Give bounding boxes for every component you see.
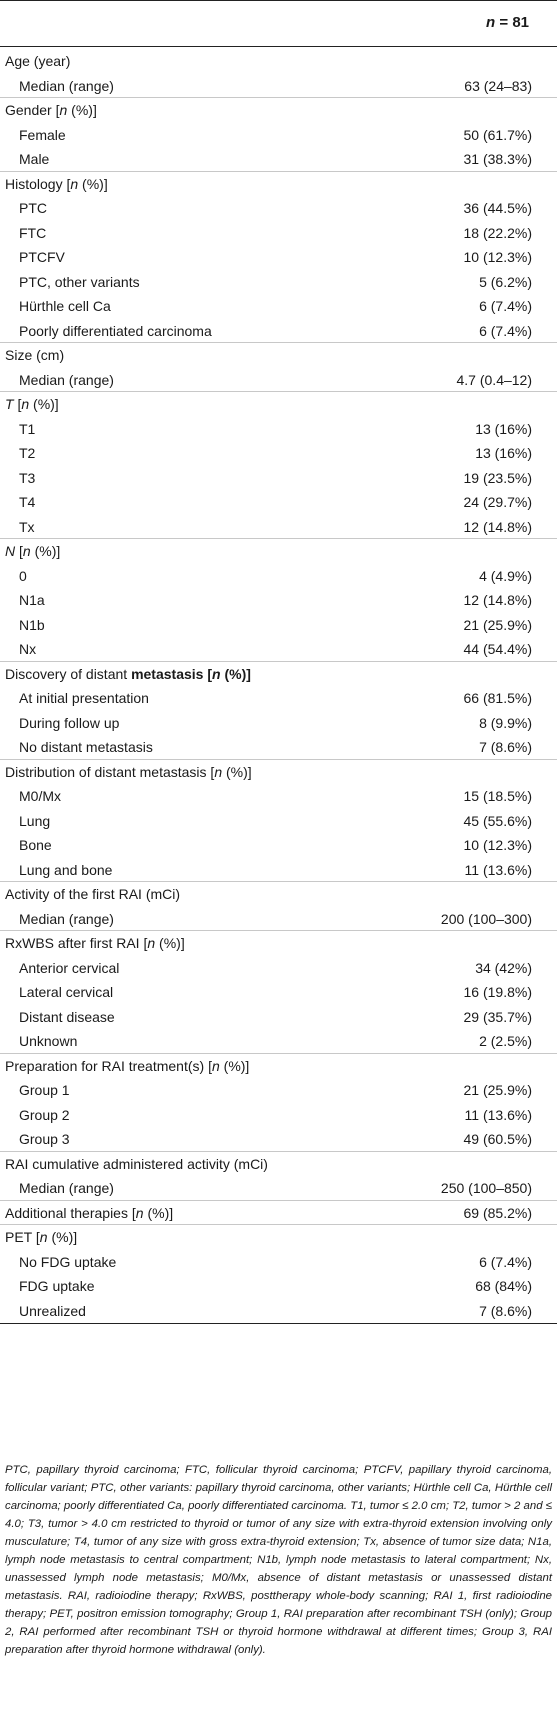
row-label: 0: [19, 567, 27, 584]
table-row: [0, 146, 557, 172]
column-header-n: n = 81: [486, 14, 529, 31]
table-row: [0, 465, 557, 490]
table-row: [0, 1028, 557, 1054]
table-row: [0, 1200, 557, 1226]
row-label: Lung: [19, 812, 51, 829]
table-row: [0, 1102, 557, 1127]
row-label: No FDG uptake: [19, 1253, 117, 1270]
row-value: 7 (8.6%): [479, 739, 532, 755]
row-label: PTCFV: [19, 249, 65, 265]
table-row: [0, 48, 557, 73]
row-label: FDG uptake: [19, 1278, 95, 1294]
row-value: 50 (61.7%): [463, 126, 532, 143]
table-row: [0, 1175, 557, 1201]
table-row: [0, 563, 557, 588]
table-row: [0, 783, 557, 808]
table-row: [0, 857, 557, 883]
row-value: 2 (2.5%): [479, 1033, 532, 1049]
row-label: Preparation for RAI treatment(s) [n (%)]: [5, 1057, 250, 1074]
table-row: [0, 416, 557, 441]
row-label: N1a: [19, 592, 45, 608]
row-label: Poorly differentiated carcinoma: [19, 322, 212, 339]
table-row: [0, 636, 557, 662]
row-label: T3: [19, 469, 36, 486]
row-value: 12 (14.8%): [463, 592, 532, 608]
row-value: 6 (7.4%): [479, 1253, 532, 1270]
row-label: Distant disease: [19, 1008, 115, 1025]
row-value: 5 (6.2%): [479, 273, 532, 290]
row-label: N1b: [19, 616, 45, 633]
table-row: [0, 342, 557, 367]
row-label: Median (range): [19, 371, 114, 388]
row-label: Bone: [19, 837, 52, 853]
table-row: [0, 318, 557, 344]
row-label: Gender [n (%)]: [5, 102, 97, 118]
row-label: FTC: [19, 224, 47, 241]
table-row: [0, 587, 557, 612]
row-label: Median (range): [19, 77, 114, 94]
row-value: 21 (25.9%): [463, 1082, 532, 1098]
row-value: 15 (18.5%): [463, 788, 532, 804]
row-value: 69 (85.2%): [463, 1204, 532, 1221]
row-label: Unrealized: [19, 1302, 86, 1319]
table-row: [0, 171, 557, 196]
row-value: 45 (55.6%): [463, 812, 532, 829]
table-row: [0, 122, 557, 147]
row-label: M0/Mx: [19, 788, 61, 804]
table-row: [0, 930, 557, 955]
table-row: [0, 955, 557, 980]
table-row: [0, 440, 557, 465]
row-value: 21 (25.9%): [463, 616, 532, 633]
row-value: 18 (22.2%): [463, 224, 532, 241]
table-row: [0, 1126, 557, 1152]
row-label: T1: [19, 420, 36, 437]
row-value: 6 (7.4%): [479, 298, 532, 314]
row-label: Lung and bone: [19, 861, 113, 878]
row-label: Group 1: [19, 1082, 70, 1098]
row-label: No distant metastasis: [19, 739, 153, 755]
table-top-rule: [0, 0, 557, 1]
row-label: T [n (%)]: [5, 396, 59, 412]
table-row: [0, 220, 557, 245]
table-row: [0, 906, 557, 932]
table-row: [0, 269, 557, 294]
row-value: 250 (100–850): [440, 1180, 532, 1196]
row-value: 34 (42%): [475, 959, 532, 976]
table-row: [0, 1053, 557, 1078]
row-label: N [n (%)]: [5, 543, 61, 559]
table-row: [0, 367, 557, 393]
row-label: Histology [n (%)]: [5, 175, 108, 192]
table-row: [0, 1004, 557, 1029]
header-rule: [0, 46, 557, 47]
table-row: [0, 808, 557, 833]
row-label: PTC: [19, 200, 47, 216]
row-value: 11 (13.6%): [464, 1106, 532, 1123]
row-label: Discovery of distant metastasis [n (%)]: [5, 665, 251, 682]
table-bottom-rule: [0, 1323, 557, 1324]
table-row: [0, 244, 557, 269]
row-label: Age (year): [5, 53, 71, 69]
row-value: 31 (38.3%): [463, 151, 532, 167]
table-row: [0, 1077, 557, 1102]
row-label: Median (range): [19, 1180, 114, 1196]
table-row: [0, 538, 557, 563]
row-label: Additional therapies [n (%)]: [5, 1204, 174, 1221]
table-row: [0, 759, 557, 784]
table-row: [0, 979, 557, 1004]
table-row: [0, 1273, 557, 1298]
row-value: 200 (100–300): [440, 910, 532, 927]
table-row: [0, 489, 557, 514]
row-label: Hürthle cell Ca: [19, 298, 111, 314]
row-label: T2: [19, 445, 36, 461]
table-row: [0, 1298, 557, 1323]
table-row: [0, 612, 557, 637]
table-row: [0, 734, 557, 760]
row-value: 44 (54.4%): [463, 641, 532, 657]
row-label: Group 3: [19, 1131, 70, 1147]
row-value: 4 (4.9%): [479, 567, 532, 584]
row-label: T4: [19, 494, 36, 510]
row-value: 29 (35.7%): [463, 1008, 532, 1025]
row-label: During follow up: [19, 714, 120, 731]
row-label: PTC, other variants: [19, 273, 140, 290]
row-label: Male: [19, 151, 50, 167]
row-label: Lateral cervical: [19, 984, 114, 1000]
table-row: [0, 832, 557, 857]
row-label: Female: [19, 126, 66, 143]
row-value: 7 (8.6%): [479, 1302, 532, 1319]
row-value: 13 (16%): [475, 420, 532, 437]
row-value: 63 (24–83): [464, 77, 532, 94]
row-value: 36 (44.5%): [463, 200, 532, 216]
row-value: 11 (13.6%): [464, 861, 532, 878]
row-value: 10 (12.3%): [463, 837, 532, 853]
table-footnote: PTC, papillary thyroid carcinoma; FTC, follicular thyroid carcinoma; PTCFV, papillary thyroid carcinoma, follicular variant; PTC, other variants: papillary thyroid carcinoma, other variants; Hürthle cell Ca, Hürthle cell carcinoma; poorly differentiated Ca, poorly differentiated carcinoma. T1, tumor ≤ 2.0 cm; T2, tumor > 2 and ≤ 4.0; T3, tumor > 4.0 cm restricted to thyroid or tumor of any size with extra-thyroid extension involving only musculature; T4, tumor of any size with gross extra-thyroid extension; Tx, absence of tumor size data; N1a, lymph node metastasis to central compartment; N1b, lymph node metastasis to lateral compartment; Nx, unassessed lymph node metastasis; M0/Mx, absence of distant metastasis or unassessed distant metastasis. RAI, radioiodine therapy; RxWBS, posttherapy whole-body scanning; RAI 1, first radioiodine therapy; PET, positron emission tomography; Group 1, RAI preparation after recombinant TSH (only); Group 2, RAI performed after recombinant TSH or thyroid hormone withdrawal at different times; Group 3, RAI preparation after thyroid hormone withdrawal (only).: [5, 1464, 552, 1656]
row-label: Activity of the first RAI (mCi): [5, 886, 181, 902]
row-value: 66 (81.5%): [463, 690, 532, 706]
table-row: [0, 710, 557, 735]
row-value: 4.7 (0.4–12): [456, 371, 532, 388]
row-value: 16 (19.8%): [463, 984, 532, 1000]
row-value: 6 (7.4%): [479, 322, 532, 339]
table-row: [0, 391, 557, 416]
row-label: At initial presentation: [19, 690, 149, 706]
row-value: 12 (14.8%): [463, 518, 532, 535]
row-label: PET [n (%)]: [5, 1229, 78, 1245]
table-row: [0, 514, 557, 540]
row-label: RAI cumulative administered activity (mCi): [5, 1155, 268, 1172]
row-label: Median (range): [19, 910, 114, 927]
row-label: Unknown: [19, 1033, 78, 1049]
row-value: 68 (84%): [475, 1278, 532, 1294]
table-row: [0, 1224, 557, 1249]
row-value: 8 (9.9%): [479, 714, 532, 731]
table-row: [0, 685, 557, 710]
row-value: 24 (29.7%): [463, 494, 532, 510]
row-label: Tx: [19, 518, 35, 535]
row-label: Group 2: [19, 1106, 70, 1123]
row-label: Distribution of distant metastasis [n (%)]: [5, 763, 252, 780]
table-row: [0, 1249, 557, 1274]
row-label: Size (cm): [5, 347, 65, 363]
row-value: 13 (16%): [475, 445, 532, 461]
table-row: [0, 1151, 557, 1176]
row-label: Anterior cervical: [19, 959, 120, 976]
row-value: 49 (60.5%): [463, 1131, 532, 1147]
row-label: Nx: [19, 641, 37, 657]
table-row: [0, 661, 557, 686]
row-label: RxWBS after first RAI [n (%)]: [5, 935, 185, 951]
table-row: [0, 293, 557, 318]
table-row: [0, 97, 557, 122]
table-row: [0, 195, 557, 220]
table-row: [0, 881, 557, 906]
row-value: 10 (12.3%): [463, 249, 532, 265]
row-value: 19 (23.5%): [463, 469, 532, 486]
table-row: [0, 73, 557, 99]
